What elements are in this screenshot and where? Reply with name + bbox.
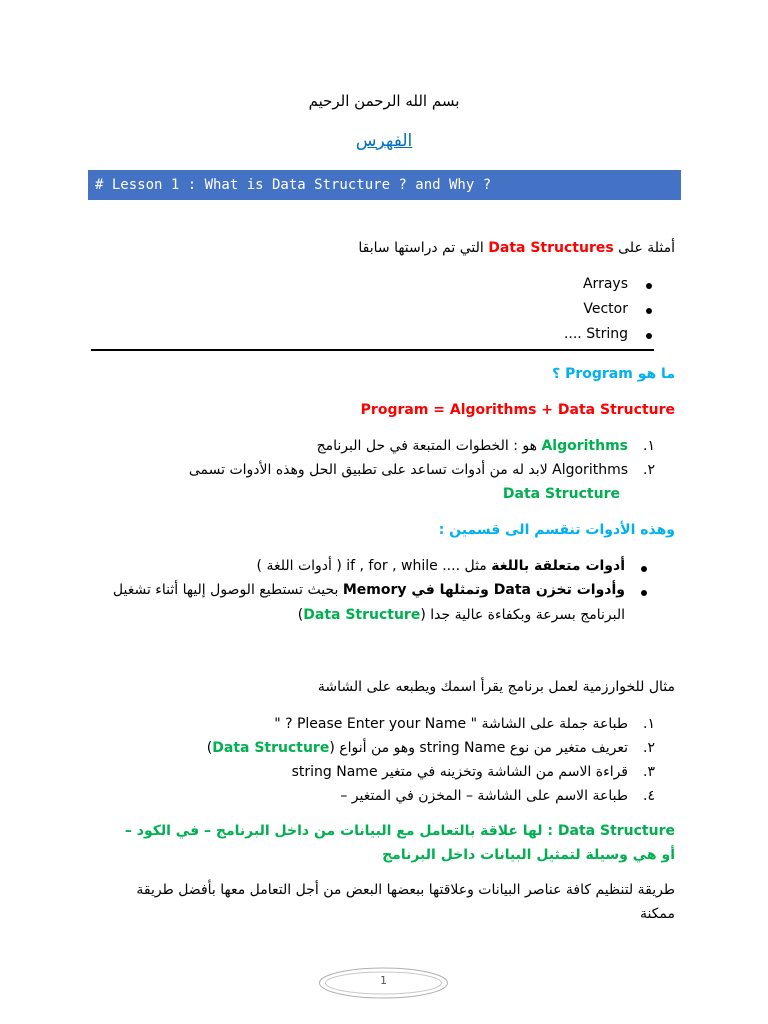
basmala: بسم الله الرحمن الرحيم xyxy=(308,92,460,110)
example-item-arrays: Arrays xyxy=(582,276,628,292)
list-number: .٤ xyxy=(643,788,655,804)
definition-paragraph-line1: طريقة لتنظيم كافة عناصر البيانات وعلاقتها ببعضها البعض من أجل التعامل معها بأفضل طريقة xyxy=(136,882,675,898)
tools-item-storage-line2 xyxy=(298,607,625,623)
bullet-icon xyxy=(641,566,647,572)
example-item-string: String .... xyxy=(563,326,628,342)
algorithms-definition-text: هو : الخطوات المتبعة في حل البرنامج xyxy=(316,438,542,454)
examples-intro-suffix: التي تم دراستها سابقا xyxy=(358,240,489,256)
tools-item-storage-line2-suffix: ) xyxy=(297,607,304,623)
tools-item-language-bold: أدوات متعلقة باللغة xyxy=(491,558,625,574)
definition-line2: أو هي وسيلة لتمثيل البيانات داخل البرنامج xyxy=(382,847,675,863)
algorithm-step-2-text: تعريف متغير من نوع string Name وهو من أنواع ( xyxy=(329,740,628,756)
bullet-icon xyxy=(646,333,652,339)
tools-heading: وهذه الأدوات تنقسم الى قسمين : xyxy=(438,522,675,538)
toc-title[interactable] xyxy=(0,131,768,151)
examples-intro-prefix: أمثلة على xyxy=(613,240,675,256)
list-number: .١ xyxy=(643,438,655,454)
bullet-icon xyxy=(641,590,647,596)
algorithm-step-3: قراءة الاسم من الشاشة وتخزينه في متغير string Name xyxy=(291,764,628,780)
program-question-highlight: Program xyxy=(565,366,633,382)
definition-paragraph-line2: ممكنة xyxy=(639,906,675,922)
program-question xyxy=(552,366,675,382)
algorithm-step-2-term: Data Structure xyxy=(212,740,330,756)
algorithms-definition xyxy=(317,438,628,454)
program-formula: Program = Algorithms + Data Structure xyxy=(360,402,675,418)
example-item-vector: Vector xyxy=(583,301,628,317)
program-question-prefix: ما هو xyxy=(632,366,675,382)
algorithm-step-1: طباعة جملة على الشاشة " Please Enter your Name ? " xyxy=(274,716,628,732)
toc-title-text[interactable]: الفهرس xyxy=(355,131,413,151)
tools-item-storage-text: بحيث تستطيع الوصول إليها أثناء تشغيل xyxy=(112,582,343,598)
divider xyxy=(91,349,654,351)
algorithm-example-intro: مثال للخوارزمية لعمل برنامج يقرأ اسمك ويطبعه على الشاشة xyxy=(317,679,675,695)
list-number: .٢ xyxy=(643,740,655,756)
tools-item-language-text: مثل .... if , for , while ( أدوات اللغة ) xyxy=(256,558,492,574)
algorithm-step-4: طباعة الاسم على الشاشة – المخزن في المتغير – xyxy=(340,788,628,804)
tools-item-storage-line2-prefix: البرنامج بسرعة وبكفاءة عالية جدا ( xyxy=(420,607,625,623)
data-structure-term: Data Structure xyxy=(502,486,620,502)
list-number: .٣ xyxy=(643,764,655,780)
algorithms-tools-text: Algorithms لابد له من أدوات تساعد على تطبيق الحل وهذه الأدوات تسمى xyxy=(188,462,628,478)
algorithm-step-2 xyxy=(207,740,628,756)
examples-intro-highlight: Data Structures xyxy=(488,240,614,256)
tools-item-storage xyxy=(113,582,625,598)
bullet-icon xyxy=(646,308,652,314)
bullet-icon xyxy=(646,283,652,289)
tools-item-storage-term: Data Structure xyxy=(303,607,421,623)
list-number: .٢ xyxy=(643,462,655,478)
algorithm-step-2-close: ) xyxy=(206,740,213,756)
lesson-title-bar: # Lesson 1 : What is Data Structure ? and Why ? xyxy=(88,170,681,200)
tools-item-language xyxy=(257,558,625,574)
program-question-suffix: ؟ xyxy=(552,366,566,382)
algorithms-term: Algorithms xyxy=(541,438,628,454)
examples-intro xyxy=(358,240,675,256)
definition-line1: Data Structure : لها علاقة بالتعامل مع البيانات من داخل البرنامج – في الكود – xyxy=(124,823,675,839)
list-number: .١ xyxy=(643,716,655,732)
tools-item-storage-bold: وأدوات تخزن Data وتمثلها في Memory xyxy=(342,582,625,598)
page-number: 1 xyxy=(380,974,387,987)
